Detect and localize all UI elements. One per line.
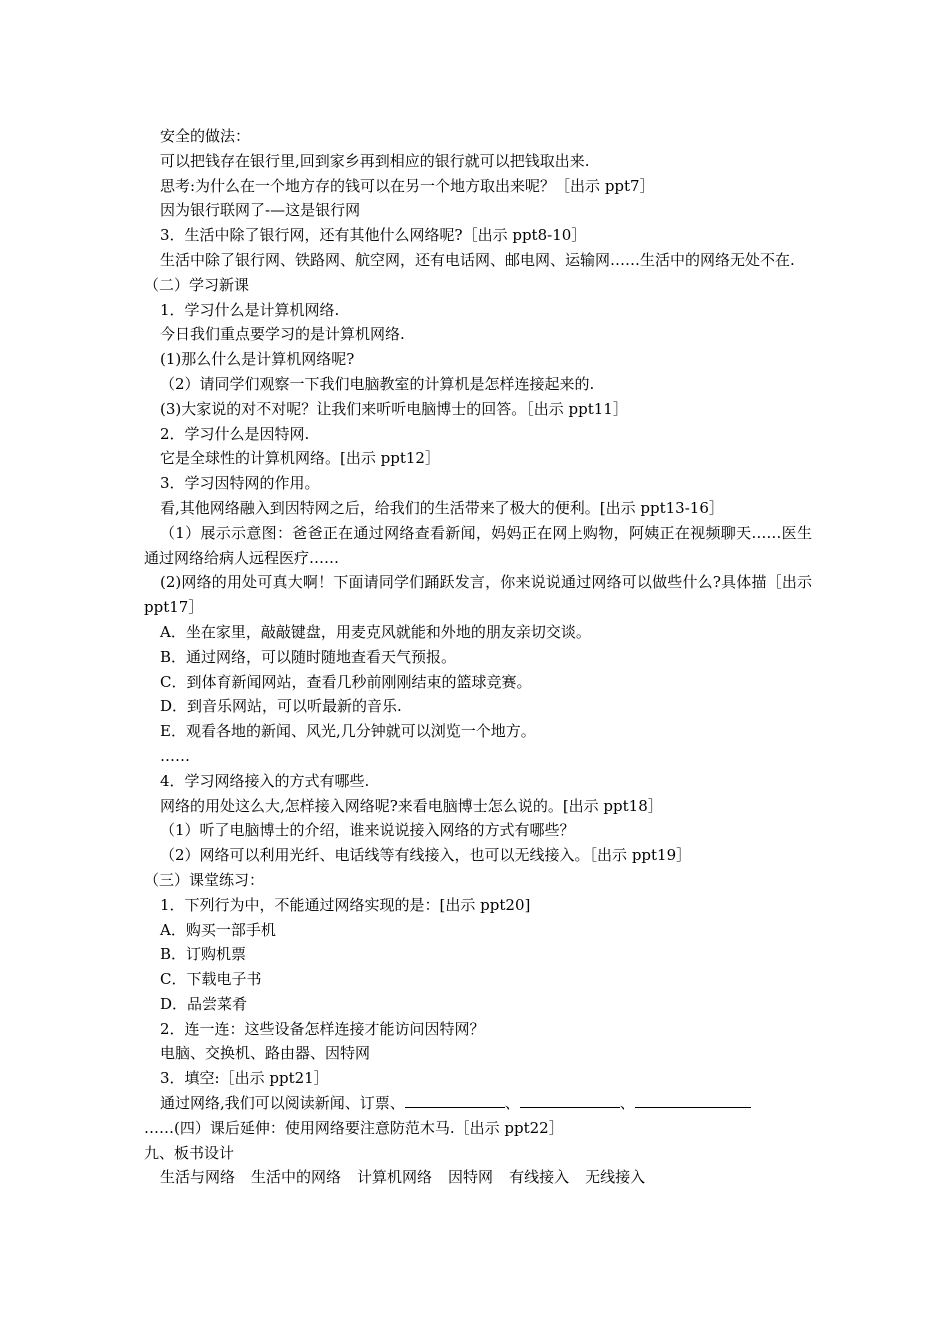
board-item: 生活中的网络 — [251, 1168, 342, 1187]
text-line: 今日我们重点要学习的是计算机网络. — [160, 325, 405, 344]
text-line: 因为银行联网了-—这是银行网 — [160, 201, 361, 220]
option-line: A．购买一部手机 — [160, 920, 276, 939]
text-line: (3)大家说的对不对呢？让我们来听听电脑博士的回答。［出示 ppt11］ — [160, 399, 628, 418]
ellipsis-line: …… — [160, 746, 190, 765]
text-line: （1）听了电脑博士的介绍，谁来说说接入网络的方式有哪些？ — [160, 821, 575, 840]
fill-separator: 、 — [504, 1094, 520, 1113]
text-line: (1)那么什么是计算机网络呢? — [160, 350, 355, 369]
fill-separator: 、 — [619, 1094, 635, 1113]
board-item: 无线接入 — [585, 1168, 646, 1187]
blank-underline — [635, 1092, 751, 1108]
option-line: A．坐在家里，敲敲键盘，用麦克风就能和外地的朋友亲切交谈。 — [160, 622, 591, 641]
text-line: 看,其他网络融入到因特网之后，给我们的生活带来了极大的便利。[出示 ppt13-16］ — [160, 498, 724, 517]
text-paragraph: 生活中除了银行网、铁路网、航空网，还有电话网、邮电网、运输网……生活中的网络无处不在. — [160, 250, 795, 269]
text-paragraph: （1）展示示意图：爸爸正在通过网络查看新闻，妈妈正在网上购物，阿姨正在视频聊天……医生通过网络给病人远程医疗…… — [144, 523, 812, 567]
option-line: C．到体育新闻网站，查看几秒前刚刚结束的篮球竞赛。 — [160, 672, 532, 691]
board-design-line — [144, 1165, 812, 1190]
text-paragraph: (2)网络的用处可真大啊！下面请同学们踊跃发言，你来说说通过网络可以做些什么?具体描［出示 ppt17］ — [144, 573, 812, 617]
text-line: 电脑、交换机、路由器、因特网 — [160, 1044, 371, 1063]
text-line: 2．学习什么是因特网. — [160, 424, 310, 443]
board-item: 有线接入 — [509, 1168, 570, 1187]
board-item: 生活与网络 — [160, 1168, 236, 1187]
text-line: 网络的用处这么大,怎样接入网络呢?来看电脑博士怎么说的。[出示 ppt18］ — [160, 796, 663, 815]
text-line: 3．学习因特网的作用。 — [160, 474, 320, 493]
option-line: B．通过网络，可以随时随地查看天气预报。 — [160, 647, 457, 666]
blank-underline — [405, 1092, 505, 1108]
section-heading: （三）课堂练习： — [144, 870, 265, 889]
document-body — [144, 124, 812, 1190]
board-item: 因特网 — [448, 1168, 494, 1187]
option-line: D．品尝菜肴 — [160, 994, 248, 1013]
text-line: （2）请同学们观察一下我们电脑教室的计算机是怎样连接起来的. — [160, 374, 595, 393]
text-line: 3．生活中除了银行网，还有其他什么网络呢?［出示 ppt8-10］ — [160, 226, 587, 245]
text-line: 4．学习网络接入的方式有哪些. — [160, 771, 370, 790]
text-line: 它是全球性的计算机网络。[出示 ppt12］ — [160, 449, 440, 468]
blank-underline — [520, 1092, 620, 1108]
text-line: 可以把钱存在银行里,回到家乡再到相应的银行就可以把钱取出来. — [160, 151, 590, 170]
text-line: 3．填空:［出示 ppt21］ — [160, 1069, 329, 1088]
fill-prefix: 通过网络,我们可以阅读新闻、订票、 — [160, 1094, 405, 1113]
text-line: 2．连一连：这些设备怎样连接才能访问因特网？ — [160, 1019, 485, 1038]
text-line: 思考:为什么在一个地方存的钱可以在另一个地方取出来呢？［出示 ppt7］ — [160, 176, 655, 195]
option-line: C．下载电子书 — [160, 970, 262, 989]
option-line: B．订购机票 — [160, 945, 247, 964]
option-line: E．观看各地的新闻、风光,几分钟就可以浏览一个地方。 — [160, 722, 536, 741]
fill-blank-line — [144, 1091, 812, 1116]
board-item: 计算机网络 — [357, 1168, 433, 1187]
section-heading: （二）学习新课 — [144, 275, 250, 294]
text-line: 1．学习什么是计算机网络. — [160, 300, 340, 319]
text-line: ……(四）课后延伸：使用网络要注意防范木马.［出示 ppt22］ — [144, 1118, 564, 1137]
text-line: （2）网络可以利用光纤、电话线等有线接入，也可以无线接入。［出示 ppt19］ — [160, 846, 692, 865]
option-line: D．到音乐网站，可以听最新的音乐. — [160, 697, 402, 716]
text-line: 安全的做法： — [160, 127, 251, 145]
section-heading: 九、板书设计 — [144, 1143, 235, 1162]
text-line: 1．下列行为中，不能通过网络实现的是：[出示 ppt20] — [160, 895, 531, 914]
